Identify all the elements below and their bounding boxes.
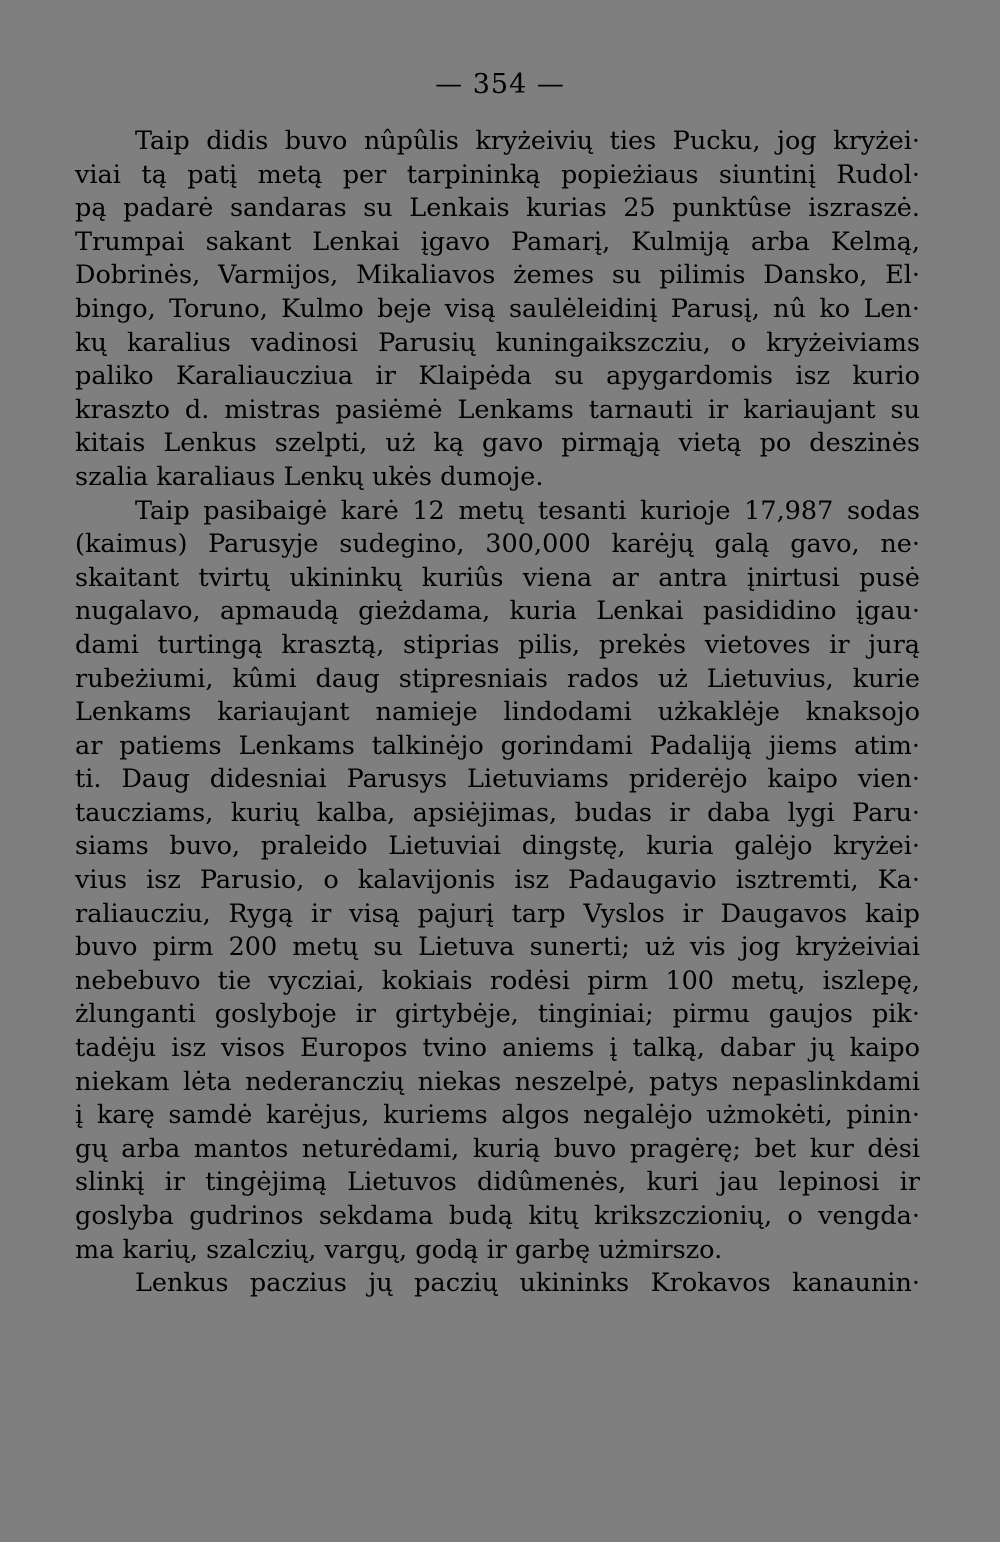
text-line: Trumpai sakant Lenkai įgavo Pamarį, Kulmiją arba Kelmą, (75, 226, 920, 257)
text-line: rubeżiumi, kûmi daug stipresniais rados uż Lietuvius, kurie (75, 663, 920, 694)
text-line: kitais Lenkus szelpti, uż ką gavo pirmąją vietą po deszinės (75, 428, 920, 459)
text-line: szalia karaliaus Lenkų ukės dumoje. (75, 461, 544, 492)
text-line: Lenkams kariaujant namieje lindodami użkaklėje knaksojo (75, 697, 920, 728)
text-line: buvo pirm 200 metų su Lietuva sunerti; uż vis jog kryżeiviai (75, 932, 920, 963)
text-line: bingo, Toruno, Kulmo beje visą saulėleidinį Parusį, nû ko Len· (75, 293, 920, 324)
text-line: goslyba gudrinos sekdama budą kitų krikszczionių, o vengda· (75, 1201, 920, 1231)
text-line: siams buvo, praleido Lietuviai dingstę, kuria galėjo kryżei· (75, 831, 920, 862)
text-line: nebebuvo tie vycziai, kokiais rodėsi pirm 100 metų, iszlepę, (75, 965, 920, 996)
text-line: Taip didis buvo nûpûlis kryżeivių ties Pucku, jog kryżei· (135, 126, 920, 156)
text-line: Dobrinės, Varmijos, Mikaliavos żemes su pilimis Dansko, El· (75, 260, 920, 291)
text-line: Lenkus paczius jų paczių ukininks Krokavos kanaunin· (135, 1268, 920, 1299)
text-line: pą padarė sandaras su Lenkais kurias 25 punktûse iszraszė. (75, 193, 920, 224)
text-line: skaitant tvirtų ukininkų kuriûs viena ar antra įnirtusi pusė (75, 562, 920, 593)
text-line: taucziams, kurių kalba, apsiėjimas, budas ir daba lygi Paru· (75, 797, 920, 828)
text-line: ti. Daug didesniai Parusys Lietuviams priderėjo kaipo vien· (75, 764, 920, 795)
text-line: żlunganti goslyboje ir girtybėje, tinginiai; pirmu gaujos pik· (75, 999, 920, 1030)
text-line: į karę samdė karėjus, kuriems algos negalėjo użmokėti, pinin· (75, 1100, 920, 1131)
text-line: vius isz Parusio, o kalavijonis isz Padaugavio isztremti, Ka· (75, 865, 920, 896)
text-line: gų arba mantos neturėdami, kurią buvo pragėrę; bet kur dėsi (75, 1133, 920, 1164)
page-number: — 354 — (435, 69, 565, 100)
text-line: kų karalius vadinosi Parusių kuningaikszcziu, o kryżeiviams (75, 327, 920, 358)
text-line: tadėju isz visos Europos tvino aniems į talką, dabar jų kaipo (75, 1033, 920, 1064)
text-line: kraszto d. mistras pasiėmė Lenkams tarnauti ir kariaujant su (75, 394, 920, 425)
text-line: dami turtingą krasztą, stiprias pilis, prekės vietoves ir jurą (75, 629, 920, 660)
text-line: ar patiems Lenkams talkinėjo gorindami Padaliją jiems atim· (75, 730, 920, 761)
text-line: (kaimus) Parusyje sudegino, 300,000 karėjų galą gavo, ne· (75, 529, 920, 560)
text-line: nugalavo, apmaudą gieżdama, kuria Lenkai pasididino įgau· (75, 596, 920, 627)
text-line: ma karių, szalczių, vargų, godą ir garbę użmirszo. (75, 1234, 723, 1265)
body-text (75, 125, 920, 1301)
text-line: Taip pasibaigė karė 12 metų tesanti kurioje 17,987 sodas (135, 495, 920, 526)
text-line: paliko Karaliaucziua ir Klaipėda su apygardomis isz kurio (75, 361, 920, 392)
text-line: raliaucziu, Rygą ir visą pajurį tarp Vyslos ir Daugavos kaip (75, 898, 920, 929)
text-line: slinkį ir tingėjimą Lietuvos didûmenės, kuri jau lepinosi ir (75, 1167, 920, 1198)
text-line: niekam lėta nederanczių niekas neszelpė, patys nepaslinkdami (75, 1066, 920, 1097)
text-line: viai tą patį metą per tarpininką popieżiaus siuntinį Rudol· (75, 159, 920, 190)
